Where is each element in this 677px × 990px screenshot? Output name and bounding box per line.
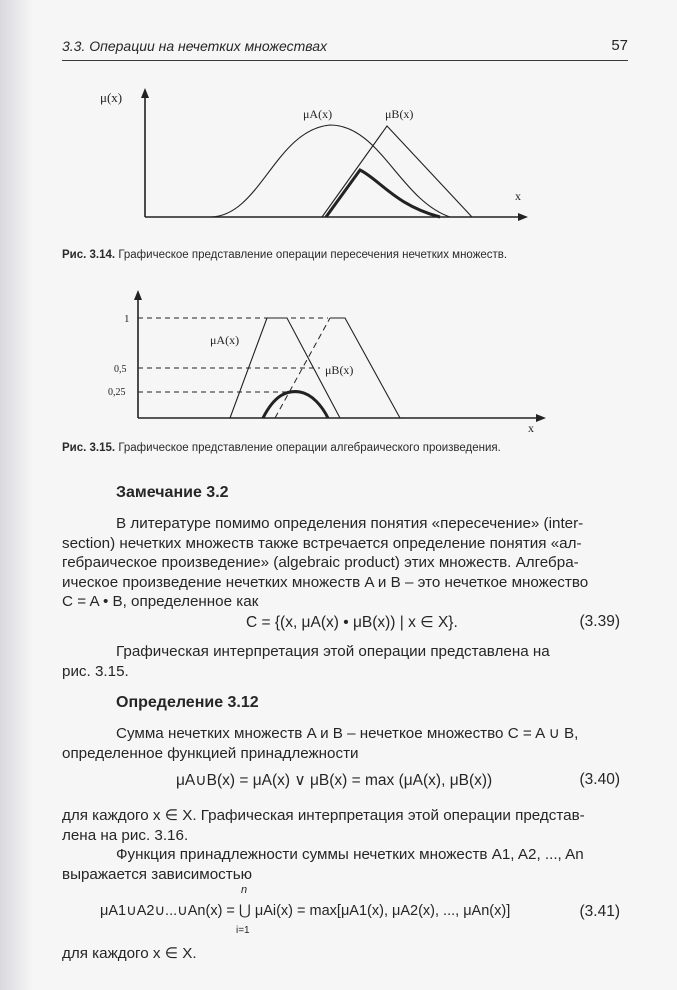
fig15-label-muA: μA(x) (210, 333, 240, 347)
remark-heading: Замечание 3.2 (116, 484, 229, 501)
definition-heading: Определение 3.12 (116, 694, 259, 711)
fig14-caption (62, 249, 507, 261)
remark-line: гебраическое произведение» (algebraic product) этих множеств. Алгебра- (62, 554, 579, 571)
fig15-tick-05: 0,5 (114, 364, 127, 375)
fig15-caption-text: Графическое представление операции алгебраического произведения. (118, 442, 501, 454)
definition-line: Сумма нечетких множеств A и B – нечеткое множество C = A ∪ B, (116, 725, 579, 742)
definition-after-line: Функция принадлежности суммы нечетких множеств A1, A2, ..., An (116, 846, 584, 863)
fig14-label-muA: μA(x) (303, 107, 333, 121)
equation-3-41-number: (3.41) (579, 903, 620, 920)
remark-paragraph (62, 514, 620, 612)
remark-line: section) нечетких множеств также встречается определение понятия «ал- (62, 534, 582, 552)
fig14-caption-label: Рис. 3.14. (62, 249, 116, 261)
fig14-xlabel: x (515, 189, 521, 203)
fig15-label-muB: μB(x) (325, 363, 354, 377)
remark-line: ическое произведение нечетких множеств A и B – это нечеткое множество (62, 573, 589, 591)
fig14-y-arrow (141, 88, 149, 98)
definition-after-line: для каждого x ∈ X. Графическая интерпретация этой операции представ- (62, 807, 585, 824)
fig15-xlabel: x (528, 421, 534, 432)
equation-3-41-lower: i=1 (236, 925, 250, 936)
fig14-caption-text: Графическое представление операции пересечения нечетких множеств. (118, 249, 508, 261)
fig14-ylabel: μ(x) (100, 90, 123, 105)
fig15-caption-label: Рис. 3.15. (62, 442, 116, 454)
fig15-caption (62, 442, 501, 454)
fig15-x-arrow (536, 414, 546, 422)
equation-3-40: μA∪B(x) = μA(x) ∨ μB(x) = max (μA(x), μB(x)) (176, 772, 493, 789)
remark-after-line: рис. 3.15. (62, 662, 129, 680)
definition-after-line: выражается зависимостью (62, 865, 253, 883)
definition-after-paragraph (62, 806, 620, 884)
remark-after-paragraph (62, 642, 620, 681)
fig15-y-arrow (134, 290, 142, 300)
page-gutter-shadow (0, 0, 34, 990)
fig14-label-muB: μB(x) (385, 107, 414, 121)
page-number: 57 (611, 37, 628, 54)
equation-3-39-number: (3.39) (579, 613, 620, 630)
fig15-tick-025: 0,25 (108, 387, 126, 398)
remark-line: C = A • B, определенное как (62, 593, 259, 610)
equation-3-41: μA1∪A2∪...∪An(x) = ⋃ μAi(x) = max[μA1(x), μA2(x), ..., μAn(x)] (100, 903, 511, 919)
remark-after-line: Графическая интерпретация этой операции представлена на (116, 643, 550, 660)
equation-3-41-upper: n (241, 884, 248, 896)
fig15-series-product (263, 392, 328, 418)
definition-after-line: лена на рис. 3.16. (62, 826, 189, 844)
fig14-series-muB (322, 126, 472, 217)
page-header (62, 36, 628, 61)
fig14-series-intersection (326, 170, 440, 217)
fig14-x-arrow (518, 213, 528, 221)
equation-3-39: C = {(x, μA(x) • μB(x)) | x ∈ X}. (246, 614, 458, 631)
figure-3-14 (90, 80, 540, 230)
running-title: 3.3. Операции на нечетких множествах (62, 38, 328, 54)
fig15-tick-1: 1 (124, 313, 130, 325)
remark-line: В литературе помимо определения понятия «пересечение» (inter- (116, 515, 584, 532)
fig14-series-muA (210, 125, 450, 217)
definition-paragraph (62, 724, 620, 763)
figure-3-15 (100, 282, 550, 432)
equation-3-40-number: (3.40) (579, 771, 620, 788)
final-line: для каждого x ∈ X. (62, 945, 197, 962)
definition-line: определенное функцией принадлежности (62, 744, 359, 762)
